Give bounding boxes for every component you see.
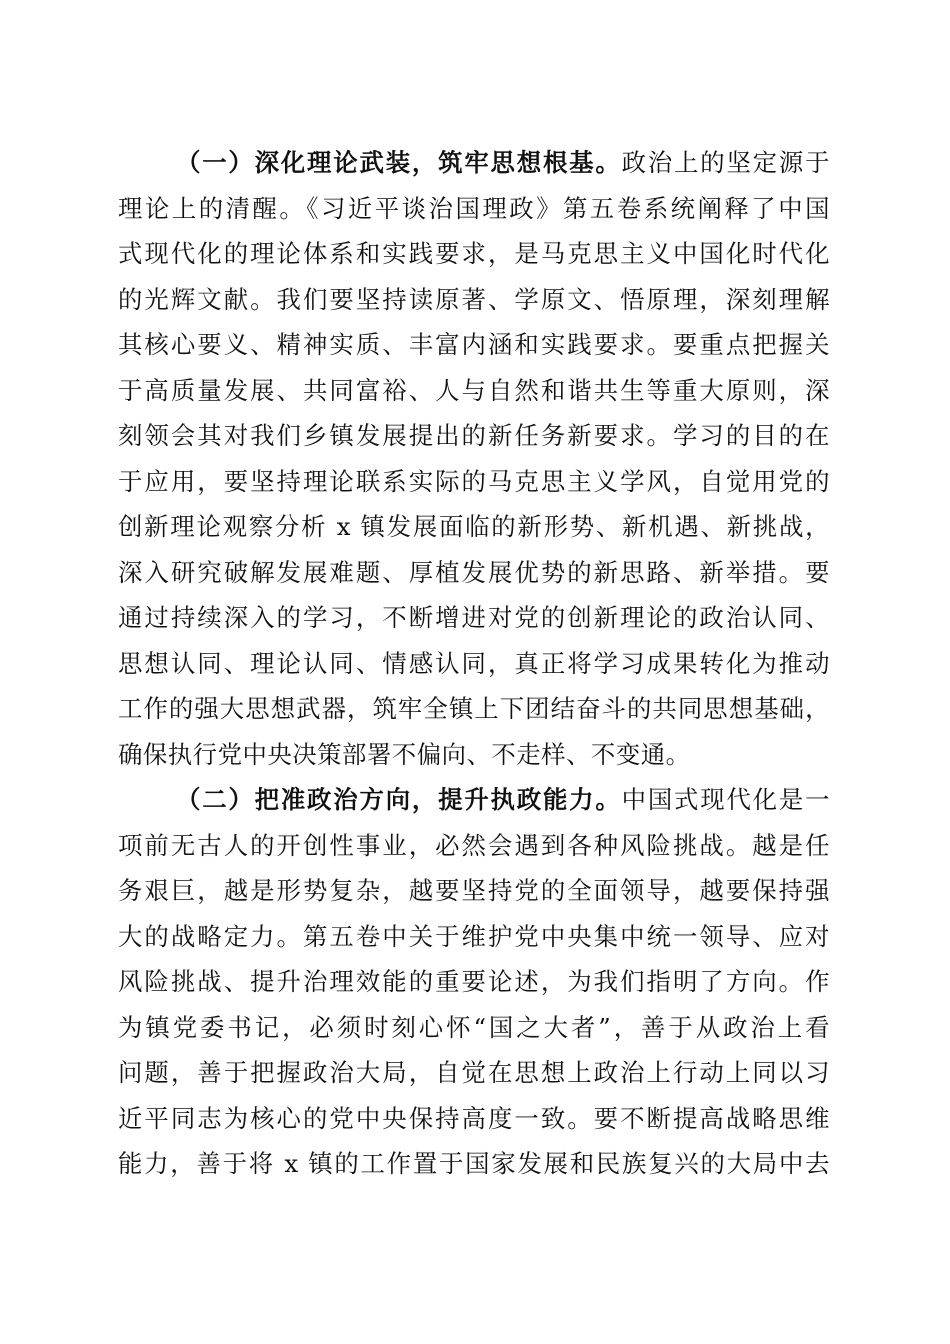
- paragraph-2-heading: （二）把准政治方向，提升执政能力。: [176, 785, 622, 814]
- paragraph-line: 风险挑战、提升治理效能的重要论述，为我们指明了方向。作: [118, 967, 830, 996]
- paragraph-line: 其核心要义、精神实质、丰富内涵和实践要求。要重点把握关: [118, 330, 830, 359]
- paragraph-line: 于高质量发展、共同富裕、人与自然和谐共生等重大原则，深: [118, 375, 830, 405]
- paragraph-line: 刻领会其对我们乡镇发展提出的新任务新要求。学习的目的在: [118, 421, 830, 450]
- paragraph-line: 确保执行党中央决策部署不偏向、不走样、不变通。: [118, 739, 691, 769]
- paragraph-line: 深入研究破解发展难题、厚植发展优势的新思路、新举措。要: [118, 557, 830, 587]
- paragraph-1-line-1: [118, 140, 830, 186]
- paragraph-line: 创新理论观察分析 x 镇发展面临的新形势、新机遇、新挑战，: [118, 512, 830, 541]
- paragraph-line: 思想认同、理论认同、情感认同，真正将学习成果转化为推动: [118, 648, 830, 678]
- paragraph-line: 工作的强大思想武器，筑牢全镇上下团结奋斗的共同思想基础，: [118, 694, 830, 723]
- paragraph-1-heading: （一）深化理论武装，筑牢思想根基。: [176, 148, 622, 177]
- paragraph-line: 能力，善于将 x 镇的工作置于国家发展和民族复兴的大局中去: [118, 1149, 830, 1178]
- paragraph-line: 大的战略定力。第五卷中关于维护党中央集中统一领导、应对: [118, 921, 830, 951]
- paragraph-1-text: 政治上的坚定源于: [621, 148, 830, 177]
- paragraph-2-line-1: [118, 777, 830, 823]
- paragraph-line: 项前无古人的开创性事业，必然会遇到各种风险挑战。越是任: [118, 830, 830, 860]
- paragraph-line: 为镇党委书记，必须时刻心怀“国之大者”，善于从政治上看: [118, 1012, 830, 1042]
- paragraph-line: 的光辉文献。我们要坚持读原著、学原文、悟原理，深刻理解: [118, 284, 830, 314]
- paragraph-line: 近平同志为核心的党中央保持高度一致。要不断提高战略思维: [118, 1103, 830, 1133]
- paragraph-line: 问题，善于把握政治大局，自觉在思想上政治上行动上同以习: [118, 1058, 830, 1087]
- paragraph-line: 通过持续深入的学习，不断增进对党的创新理论的政治认同、: [118, 603, 830, 632]
- paragraph-line: 于应用，要坚持理论联系实际的马克思主义学风，自觉用党的: [118, 466, 830, 496]
- paragraph-line: 务艰巨，越是形势复杂，越要坚持党的全面领导，越要保持强: [118, 876, 830, 905]
- paragraph-2-text: 中国式现代化是一: [621, 785, 830, 814]
- paragraph-line: 式现代化的理论体系和实践要求，是马克思主义中国化时代化: [118, 239, 830, 268]
- paragraph-line: 理论上的清醒。《习近平谈治国理政》第五卷系统阐释了中国: [118, 193, 830, 223]
- document-body: [118, 140, 830, 1187]
